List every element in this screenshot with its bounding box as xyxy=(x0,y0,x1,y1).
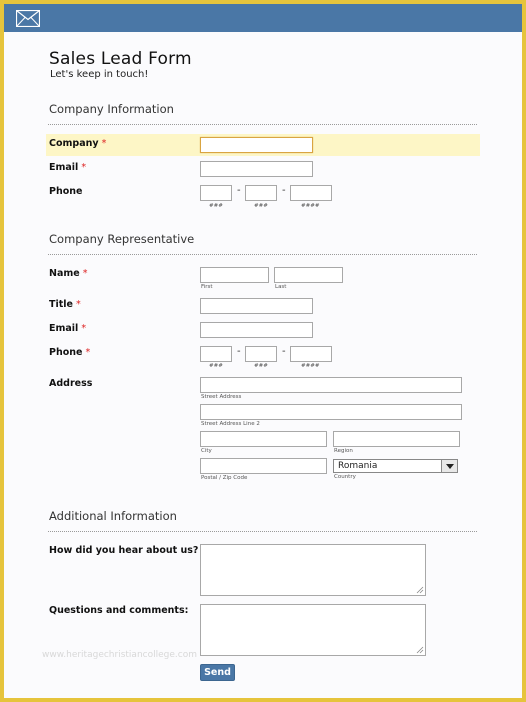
last-name-input[interactable] xyxy=(274,267,343,283)
region-sublabel: Region xyxy=(334,448,353,454)
required-marker: * xyxy=(82,268,88,279)
company-phone-line-input[interactable] xyxy=(290,185,332,201)
phone-separator: - xyxy=(237,346,241,357)
phone-prefix-sublabel: ### xyxy=(254,203,268,209)
required-marker: * xyxy=(85,347,91,358)
phone-line-sublabel: #### xyxy=(301,203,320,209)
street-address-input[interactable] xyxy=(200,377,462,393)
hear-about-textarea[interactable] xyxy=(200,544,426,596)
section-heading-company-info: Company Information xyxy=(49,102,174,116)
phone-line-sublabel: #### xyxy=(301,363,320,369)
phone-separator: - xyxy=(282,346,286,357)
street-address-sublabel: Street Address xyxy=(201,394,242,400)
section-divider xyxy=(48,254,477,255)
dropdown-arrow-icon[interactable] xyxy=(441,460,457,472)
address-label: Address xyxy=(49,378,93,389)
company-input[interactable] xyxy=(200,137,313,153)
rep-phone-prefix-input[interactable] xyxy=(245,346,277,362)
envelope-icon xyxy=(16,10,40,27)
phone-separator: - xyxy=(237,185,241,196)
hear-about-label: How did you hear about us? xyxy=(49,545,206,556)
required-marker: * xyxy=(101,138,107,149)
header-bar xyxy=(4,4,522,32)
postal-code-input[interactable] xyxy=(200,458,327,474)
required-marker: * xyxy=(81,323,87,334)
watermark-text: www.heritagechristiancollege.com xyxy=(42,650,197,660)
country-sublabel: Country xyxy=(334,474,356,480)
section-divider xyxy=(48,124,477,125)
comments-label: Questions and comments: xyxy=(49,605,189,616)
required-marker: * xyxy=(81,162,87,173)
section-heading-additional-info: Additional Information xyxy=(49,509,177,523)
country-select[interactable] xyxy=(333,459,458,473)
last-name-sublabel: Last xyxy=(275,284,287,290)
region-input[interactable] xyxy=(333,431,460,447)
phone-separator: - xyxy=(282,185,286,196)
company-phone-area-input[interactable] xyxy=(200,185,232,201)
company-email-label: Email * xyxy=(49,162,87,173)
city-input[interactable] xyxy=(200,431,327,447)
first-name-input[interactable] xyxy=(200,267,269,283)
company-label: Company * xyxy=(49,138,107,149)
company-email-input[interactable] xyxy=(200,161,313,177)
phone-area-sublabel: ### xyxy=(209,203,223,209)
resize-grip-icon[interactable] xyxy=(416,646,424,654)
street-address-line2-sublabel: Street Address Line 2 xyxy=(201,421,260,427)
phone-prefix-sublabel: ### xyxy=(254,363,268,369)
rep-email-input[interactable] xyxy=(200,322,313,338)
title-label: Title * xyxy=(49,299,81,310)
required-marker: * xyxy=(75,299,81,310)
rep-phone-area-input[interactable] xyxy=(200,346,232,362)
first-name-sublabel: First xyxy=(201,284,213,290)
company-phone-label: Phone xyxy=(49,186,83,197)
form-subtitle: Let's keep in touch! xyxy=(50,69,149,80)
rep-phone-line-input[interactable] xyxy=(290,346,332,362)
rep-phone-label: Phone * xyxy=(49,347,91,358)
country-selected-value: Romania xyxy=(338,461,378,471)
rep-email-label: Email * xyxy=(49,323,87,334)
company-phone-prefix-input[interactable] xyxy=(245,185,277,201)
phone-area-sublabel: ### xyxy=(209,363,223,369)
section-divider xyxy=(48,531,477,532)
section-heading-representative: Company Representative xyxy=(49,232,195,246)
title-input[interactable] xyxy=(200,298,313,314)
city-sublabel: City xyxy=(201,448,212,454)
postal-code-sublabel: Postal / Zip Code xyxy=(201,475,248,481)
form-content xyxy=(4,32,522,698)
send-button[interactable]: Send xyxy=(200,664,235,681)
resize-grip-icon[interactable] xyxy=(416,586,424,594)
name-label: Name * xyxy=(49,268,88,279)
form-title: Sales Lead Form xyxy=(49,49,192,69)
street-address-line2-input[interactable] xyxy=(200,404,462,420)
comments-textarea[interactable] xyxy=(200,604,426,656)
